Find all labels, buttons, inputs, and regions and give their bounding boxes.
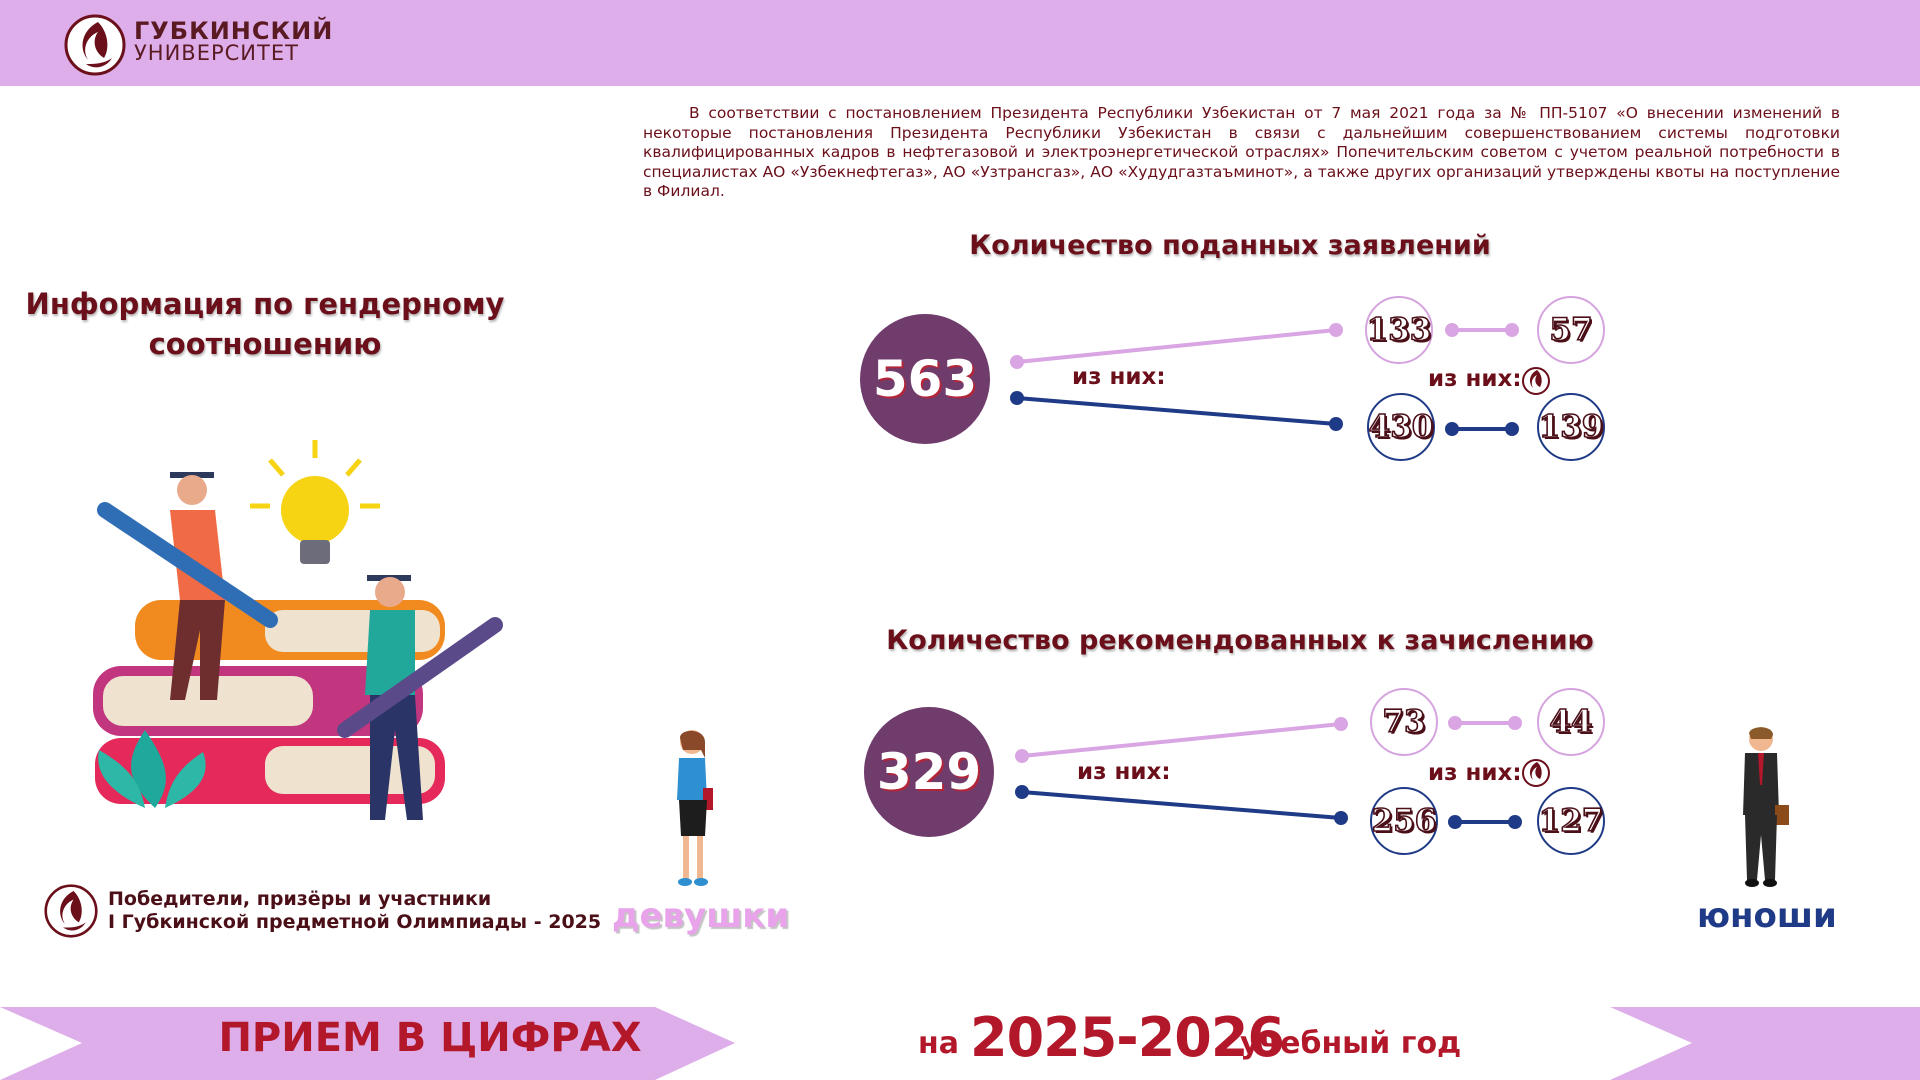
girl-figure-icon [665, 728, 725, 890]
recommended-of-them-label: из них: [1077, 759, 1171, 785]
logo-text [134, 17, 334, 65]
applications-title: Количество поданных заявлений [969, 230, 1491, 261]
gubkin-mini-logo-icon [1521, 366, 1551, 396]
girls-label: девушки [612, 896, 790, 936]
boy-figure-icon [1731, 725, 1791, 890]
recommended-girls-count: 73 [1370, 688, 1438, 756]
olympiad-line1: Победители, призёры и участники [108, 888, 492, 910]
recommended-boys-count: 256 [1370, 787, 1438, 855]
applications-connectors [1000, 300, 1360, 450]
decree-paragraph: В соответствии с постановлением Президента Республики Узбекистан от 7 мая 2021 года за № ПП-5107 «О внесении изменений в некоторые постановления Президента Республики Узбекистан в связи с дальнейшим совершенствованием системы подготовки квалифицированных кадров в нефтегазовой и электроэнергетической отраслях» Попечительским советом с учетом реальной потребности в специалистах АО «Узбекнефтегаз», АО «Узтрансгаз», АО «Худудгазтаъминот», а также других организаций утверждены квоты на поступление в Филиал. [643, 104, 1840, 200]
logo-line1: ГУБКИНСКИЙ [134, 17, 334, 45]
gender-info-title: Информация по гендерному соотношению [25, 287, 505, 361]
recommended-title: Количество рекомендованных к зачислению [886, 625, 1594, 656]
recommended-connectors [1005, 694, 1365, 844]
gubkin-mini-logo-icon [1521, 758, 1551, 788]
footer-year-suffix: учебный год [1240, 1026, 1462, 1061]
applications-girls-count: 133 [1365, 296, 1433, 364]
olympiad-line2: I Губкинской предметной Олимпиады - 2025 [108, 911, 602, 933]
footer-admission-title: ПРИЕМ В ЦИФРАХ [218, 1015, 642, 1061]
logo-line2: УНИВЕРСИТЕТ [134, 41, 299, 65]
applications-of-them-logo-label: из них: [1428, 366, 1522, 392]
recommended-of-them-logo-label: из них: [1428, 760, 1522, 786]
olympiad-logo-icon [44, 884, 98, 938]
recommended-boys-logo-count: 127 [1537, 787, 1605, 855]
students-books-illustration [85, 430, 515, 840]
boys-label: юноши [1697, 896, 1837, 936]
applications-girls-logo-count: 57 [1537, 296, 1605, 364]
footer-na: на [918, 1026, 959, 1061]
applications-boys-logo-count: 139 [1537, 393, 1605, 461]
olympiad-caption [108, 888, 601, 934]
applications-of-them-label: из них: [1072, 364, 1166, 390]
applications-boys-count: 430 [1367, 393, 1435, 461]
lightbulb-icon [250, 440, 380, 564]
recommended-total-circle: 329 [864, 707, 994, 837]
applications-total-circle: 563 [860, 314, 990, 444]
recommended-girls-logo-count: 44 [1537, 688, 1605, 756]
footer-academic-year: 2025-2026 [970, 1006, 1284, 1069]
gubkin-logo-icon [64, 14, 126, 76]
